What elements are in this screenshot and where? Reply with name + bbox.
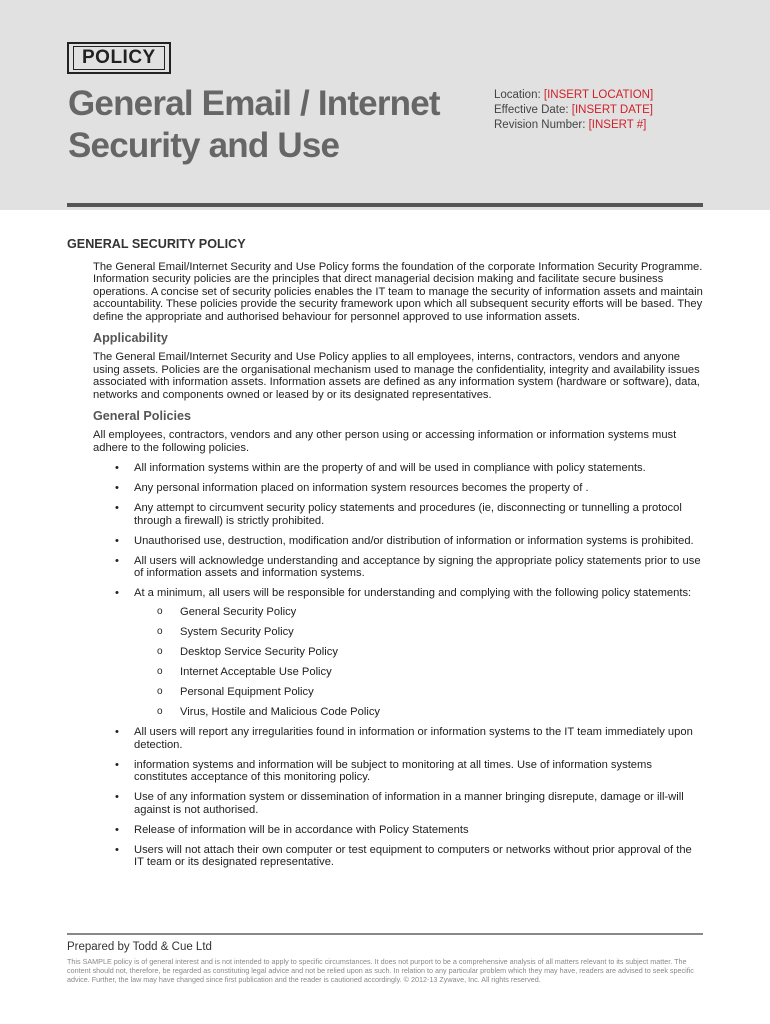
sub-list-item-text: System Security Policy: [180, 626, 294, 638]
revision-label: Revision Number:: [494, 119, 586, 131]
circle-bullet-icon: o: [157, 705, 163, 717]
bullet-icon: •: [115, 758, 119, 771]
sub-list-item: [134, 686, 703, 699]
location-line: [494, 88, 653, 103]
effective-date-label: Effective Date:: [494, 104, 569, 116]
page-title: General Email / Internet Security and Use: [68, 84, 440, 165]
list-item-text: Any attempt to circumvent security policy statements and procedures (ie, disconnecting or tunnelling a protocol through a firewall) is strictly prohibited.: [134, 502, 682, 527]
bullet-icon: •: [115, 791, 119, 804]
sub-list-item-text: Personal Equipment Policy: [180, 685, 314, 698]
document-meta: [494, 88, 653, 133]
prepared-by: Prepared by Todd & Cue Ltd: [67, 941, 212, 953]
bullet-icon: •: [115, 462, 119, 475]
list-item: [93, 462, 703, 475]
list-item: [93, 844, 703, 869]
sub-list-item-text: General Security Policy: [180, 606, 297, 619]
sub-list-item-text: Virus, Hostile and Malicious Code Policy: [180, 705, 381, 718]
applicability-paragraph: The General Email/Internet Security and Use Policy applies to all employees, interns, contractors, vendors and anyone using assets. Policies are the organisational mechanism used to manage the confidentiality, integrity and availability issues associated with information assets. Information assets are defined as any information system (hardware or software), data, networks and components owned or leased by or its designated representatives.: [93, 351, 700, 401]
general-policies-intro: All employees, contractors, vendors and any other person using or accessing information or information systems must adhere to the following policies.: [93, 429, 677, 454]
bullet-icon: •: [115, 587, 119, 600]
list-item-text: information systems and information will be subject to monitoring at all times. Use of information systems constitutes acceptance of this monitoring policy.: [134, 758, 652, 784]
list-item: [93, 502, 703, 527]
sub-list-item: [134, 706, 703, 719]
bullet-icon: •: [115, 725, 119, 738]
circle-bullet-icon: o: [157, 665, 163, 677]
location-value: [INSERT LOCATION]: [543, 89, 654, 101]
circle-bullet-icon: o: [157, 645, 163, 657]
sub-list-item: [134, 606, 703, 619]
disclaimer: This SAMPLE policy is of general interest and is not intended to apply to specific circumstances. It does not purport to be a comprehensive analysis of all matters relevant to its subject matter. The content should not, therefore, be regarded as constituting legal advice and not be relied upon as such. In relation to any particular problem which they may have, readers are advised to seek specific advice. Further, the law may have changed since first publication and the reader is cautioned accordingly. © 2012-13 Zywave, Inc. All rights reserved.: [67, 957, 694, 984]
list-item-text: Any personal information placed on information system resources becomes the property of .: [134, 482, 589, 495]
bullet-icon: •: [115, 843, 119, 856]
sub-list-item: [134, 626, 703, 639]
revision-line: [494, 118, 653, 133]
sub-list-item-text: Desktop Service Security Policy: [180, 645, 338, 658]
circle-bullet-icon: o: [157, 685, 163, 697]
list-item: [93, 535, 703, 548]
sub-list-item: [134, 666, 703, 679]
list-item-text: Release of information will be in accordance with Policy Statements: [134, 823, 469, 836]
footer-divider: [67, 933, 703, 935]
effective-date-value: [INSERT DATE]: [571, 104, 653, 116]
bullet-icon: •: [115, 554, 119, 567]
effective-date-line: [494, 103, 653, 118]
list-item: [93, 726, 703, 751]
policy-body: [67, 238, 703, 876]
list-item: [93, 824, 703, 837]
policy-tag: [67, 42, 171, 74]
section-heading: GENERAL SECURITY POLICY: [67, 237, 246, 251]
policy-tag-label: POLICY: [73, 46, 165, 70]
circle-bullet-icon: o: [157, 606, 163, 618]
revision-value: [INSERT #]: [588, 119, 647, 131]
list-item: [93, 759, 703, 784]
policy-statement-list: [134, 606, 703, 719]
list-item-text: Users will not attach their own computer or test equipment to computers or networks without prior approval of the IT team or its designated representative.: [134, 843, 692, 869]
list-item-text: At a minimum, all users will be responsible for understanding and complying with the following policy statements:: [134, 587, 692, 600]
list-item-text: Unauthorised use, destruction, modification and/or distribution of information or information systems is prohibited.: [134, 534, 694, 547]
list-item: [93, 555, 703, 580]
list-item-text: All users will acknowledge understanding and acceptance by signing the appropriate policy statements prior to use of information assets and information systems.: [134, 554, 701, 580]
list-item: [93, 482, 703, 495]
intro-paragraph: The General Email/Internet Security and Use Policy forms the foundation of the corporate Information Security Programme. Information security policies are the principles that direct managerial decision making and facilitate secure business operations. A concise set of security policies enables the IT team to manage the security of information assets and maintain accountability. These policies provide the security framework upon which all subsequent security efforts will be based. They define the appropriate and authorised behaviour for personnel approved to use information assets.: [93, 260, 703, 323]
list-item-text: All users will report any irregularities found in information or information systems to the IT team immediately upon detection.: [134, 725, 693, 751]
applicability-heading: Applicability: [93, 330, 168, 345]
sub-list-item-text: Internet Acceptable Use Policy: [180, 665, 332, 678]
policy-list: [93, 462, 703, 869]
bullet-icon: •: [115, 823, 119, 836]
list-item-text: All information systems within are the property of and will be used in compliance with policy statements.: [134, 462, 646, 475]
bullet-icon: •: [115, 482, 119, 495]
circle-bullet-icon: o: [157, 626, 163, 637]
location-label: Location:: [494, 89, 541, 101]
page-footer: [67, 933, 703, 984]
title-divider: [67, 203, 703, 207]
list-item: [93, 587, 703, 718]
bullet-icon: •: [115, 534, 119, 547]
list-item: [93, 791, 703, 816]
sub-list-item: [134, 646, 703, 659]
bullet-icon: •: [115, 502, 119, 515]
list-item-text: Use of any information system or dissemination of information in a manner bringing disrepute, damage or ill-will against is not authorised.: [134, 791, 684, 816]
general-policies-heading: General Policies: [93, 408, 192, 423]
